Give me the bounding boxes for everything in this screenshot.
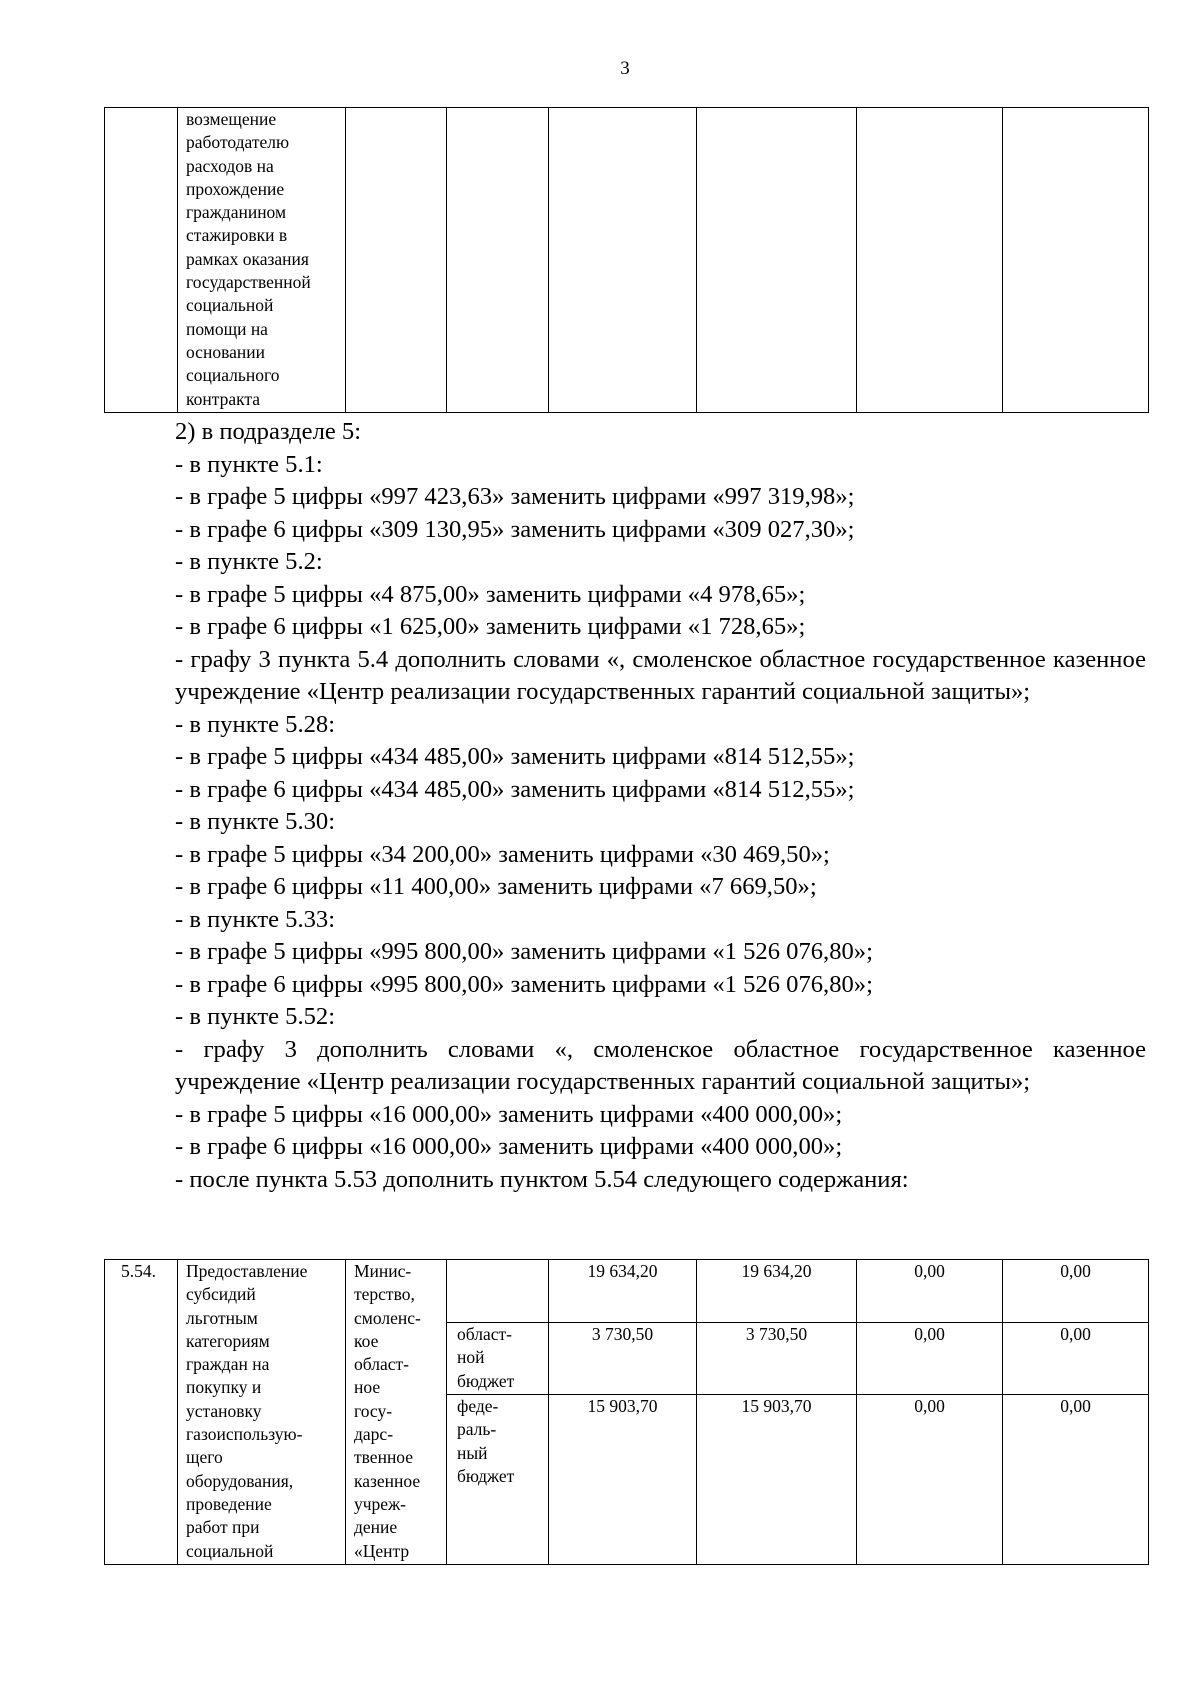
item-executor-cell: Минис- терство, смоленс- кое област- ное госу- дарс- твенное казенное учреж- дение «Центр — [346, 1260, 447, 1565]
table-cell — [857, 108, 1003, 413]
amendments-text — [106, 416, 1146, 1196]
paragraph: - в пункте 5.33: — [175, 905, 336, 933]
amount-cell: 15 903,70 — [697, 1395, 857, 1565]
paragraph: - графу 3 пункта 5.4 дополнить словами «, смоленское областное государственное казенное учреждение «Центр реализации государственных гарантий социальной защиты»; — [175, 645, 1146, 705]
amount-cell: 0,00 — [1003, 1260, 1149, 1323]
paragraph: - графу 3 дополнить словами «, смоленское областное государственное казенное учреждение «Центр реализации государственных гарантий социальной защиты»; — [175, 1035, 1146, 1095]
paragraph: - в пункте 5.30: — [175, 808, 336, 835]
paragraph: - в графе 6 цифры «1 625,00» заменить цифрами «1 728,65»; — [175, 613, 806, 640]
paragraph: - в графе 5 цифры «997 423,63» заменить цифрами «997 319,98»; — [175, 483, 855, 510]
amount-cell: 19 634,20 — [549, 1260, 697, 1323]
table-cell — [105, 108, 178, 413]
table-cell — [346, 108, 447, 413]
paragraph: - в графе 5 цифры «16 000,00» заменить цифрами «400 000,00»; — [175, 1100, 843, 1128]
amount-cell: 0,00 — [857, 1260, 1003, 1323]
paragraph: - в пункте 5.28: — [175, 710, 336, 738]
funding-source-cell: феде- раль- ный бюджет — [447, 1395, 549, 1565]
paragraph: - в графе 5 цифры «995 800,00» заменить цифрами «1 526 076,80»; — [175, 938, 873, 965]
table-cell — [1003, 108, 1149, 413]
amount-cell: 15 903,70 — [549, 1395, 697, 1565]
paragraph: - в графе 6 цифры «11 400,00» заменить цифрами «7 669,50»; — [175, 873, 817, 900]
paragraph: - в графе 5 цифры «34 200,00» заменить цифрами «30 469,50»; — [175, 840, 830, 868]
paragraph: - в графе 6 цифры «309 130,95» заменить цифрами «309 027,30»; — [175, 515, 855, 543]
table-item-5-54 — [104, 1259, 1149, 1565]
paragraph: - в графе 5 цифры «4 875,00» заменить цифрами «4 978,65»; — [175, 580, 806, 608]
paragraph: - в пункте 5.2: — [175, 548, 323, 575]
paragraph: - в графе 6 цифры «434 485,00» заменить цифрами «814 512,55»; — [175, 775, 855, 803]
table-row — [105, 108, 1149, 413]
funding-source-cell: област- ной бюджет — [447, 1323, 549, 1395]
amount-cell: 19 634,20 — [697, 1260, 857, 1323]
funding-source-cell — [447, 1260, 549, 1323]
table-cell — [697, 108, 857, 413]
paragraph: - в графе 6 цифры «995 800,00» заменить цифрами «1 526 076,80»; — [175, 970, 873, 998]
paragraph: - в графе 6 цифры «16 000,00» заменить цифрами «400 000,00»; — [175, 1133, 843, 1160]
amount-cell: 0,00 — [857, 1395, 1003, 1565]
amount-cell: 0,00 — [1003, 1323, 1149, 1395]
item-number-cell: 5.54. — [105, 1260, 178, 1565]
amount-cell: 0,00 — [1003, 1395, 1149, 1565]
amount-cell: 0,00 — [857, 1323, 1003, 1395]
paragraph: 2) в подразделе 5: — [175, 418, 362, 445]
table-row — [105, 1260, 1149, 1323]
amount-cell: 3 730,50 — [697, 1323, 857, 1395]
table-top-continuation — [104, 107, 1149, 413]
amount-cell: 3 730,50 — [549, 1323, 697, 1395]
paragraph: - в графе 5 цифры «434 485,00» заменить цифрами «814 512,55»; — [175, 743, 855, 770]
page-number: 3 — [620, 58, 630, 79]
item-description-cell: Предоставление субсидий льготным категориям граждан на покупку и установку газоиспользую- щего оборудования, проведение работ при социальной — [178, 1260, 346, 1565]
table-cell — [447, 108, 549, 413]
paragraph: - в пункте 5.1: — [175, 450, 323, 478]
table-cell — [549, 108, 697, 413]
paragraph: - после пункта 5.53 дополнить пунктом 5.54 следующего содержания: — [175, 1165, 909, 1193]
table-cell-description: возмещение работодателю расходов на прохождение гражданином стажировки в рамках оказания государственной социальной помощи на основании социального контракта — [178, 108, 346, 413]
paragraph: - в пункте 5.52: — [175, 1003, 336, 1030]
